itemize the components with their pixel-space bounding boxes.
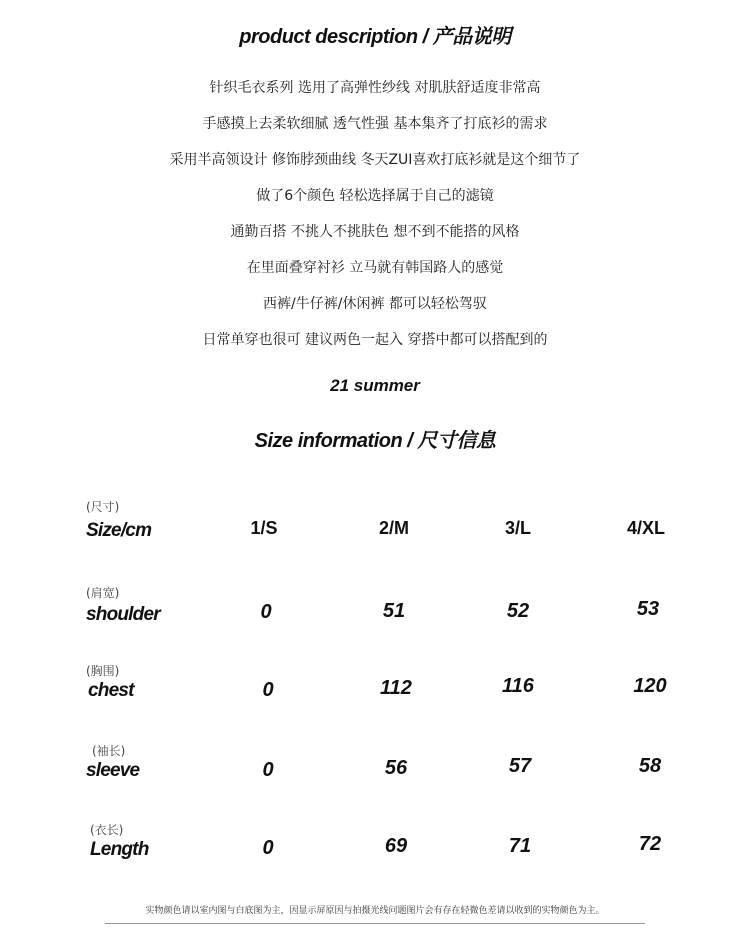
description-line: 在里面叠穿衬衫 立马就有韩国路人的感觉 xyxy=(246,260,504,276)
table-row xyxy=(0,584,750,644)
description-line: 做了6个颜色 轻松选择属于自己的滤镜 xyxy=(256,188,494,204)
product-heading: product description / 产品说明 xyxy=(239,26,511,48)
description-list xyxy=(0,78,750,366)
size-column-2: 2/M xyxy=(378,518,409,538)
size-column-4: 4/XL xyxy=(626,518,665,538)
row-en-label: Length xyxy=(90,839,149,860)
table-cell: 53 xyxy=(636,598,660,620)
table-cell: 72 xyxy=(638,833,662,855)
row-en-label: shoulder xyxy=(86,604,160,625)
table-row xyxy=(0,821,750,881)
table-cell: 112 xyxy=(380,677,412,699)
table-cell: 0 xyxy=(260,601,272,623)
row-en-label: chest xyxy=(88,680,134,701)
size-en-label: Size/cm xyxy=(86,520,152,541)
table-cell: 58 xyxy=(638,755,662,777)
table-row xyxy=(0,742,750,802)
footer-note: 实物颜色请以室内图与白底图为主，因显示屏原因与拍摄光线问题图片会有存在轻微色差请以收到的实物颜色为主。 xyxy=(145,906,605,916)
table-cell: 51 xyxy=(382,600,406,622)
row-cn-label: (肩宽) xyxy=(86,586,120,600)
table-cell: 0 xyxy=(262,759,274,781)
table-cell: 52 xyxy=(506,600,530,622)
table-cell: 116 xyxy=(502,675,534,697)
footer-divider xyxy=(105,923,645,924)
description-line: 针织毛衣系列 选用了高弹性纱线 对肌肤舒适度非常高 xyxy=(209,80,541,96)
table-cell: 120 xyxy=(633,675,667,697)
table-cell: 69 xyxy=(384,835,408,857)
description-line: 采用半高领设计 修饰脖颈曲线 冬天ZUI喜欢打底衫就是这个细节了 xyxy=(169,152,581,168)
table-cell: 0 xyxy=(262,679,274,701)
table-cell: 57 xyxy=(508,755,532,777)
description-line: 手感摸上去柔软细腻 透气性强 基本集齐了打底衫的需求 xyxy=(202,116,548,132)
description-line: 日常单穿也很可 建议两色一起入 穿搭中都可以搭配到的 xyxy=(202,332,548,348)
row-cn-label: (胸围) xyxy=(86,664,120,678)
description-line: 西裤/牛仔裤/休闲裤 都可以轻松驾驭 xyxy=(263,296,487,312)
row-cn-label: (衣长) xyxy=(90,823,124,837)
size-header-row xyxy=(0,498,750,558)
table-cell: 56 xyxy=(384,757,408,779)
size-cn-label: (尺寸) xyxy=(86,500,120,514)
size-column-3: 3/L xyxy=(504,518,531,538)
table-cell: 0 xyxy=(262,837,274,859)
description-line: 通勤百搭 不挑人不挑肤色 想不到不能搭的风格 xyxy=(230,224,520,240)
table-cell: 71 xyxy=(508,835,532,857)
row-cn-label: (袖长) xyxy=(92,744,126,758)
size-column-1: 1/S xyxy=(250,518,278,538)
table-row xyxy=(0,662,750,722)
season-label: 21 summer xyxy=(330,376,420,395)
size-heading: Size information / 尺寸信息 xyxy=(254,430,496,452)
row-en-label: sleeve xyxy=(86,760,140,781)
